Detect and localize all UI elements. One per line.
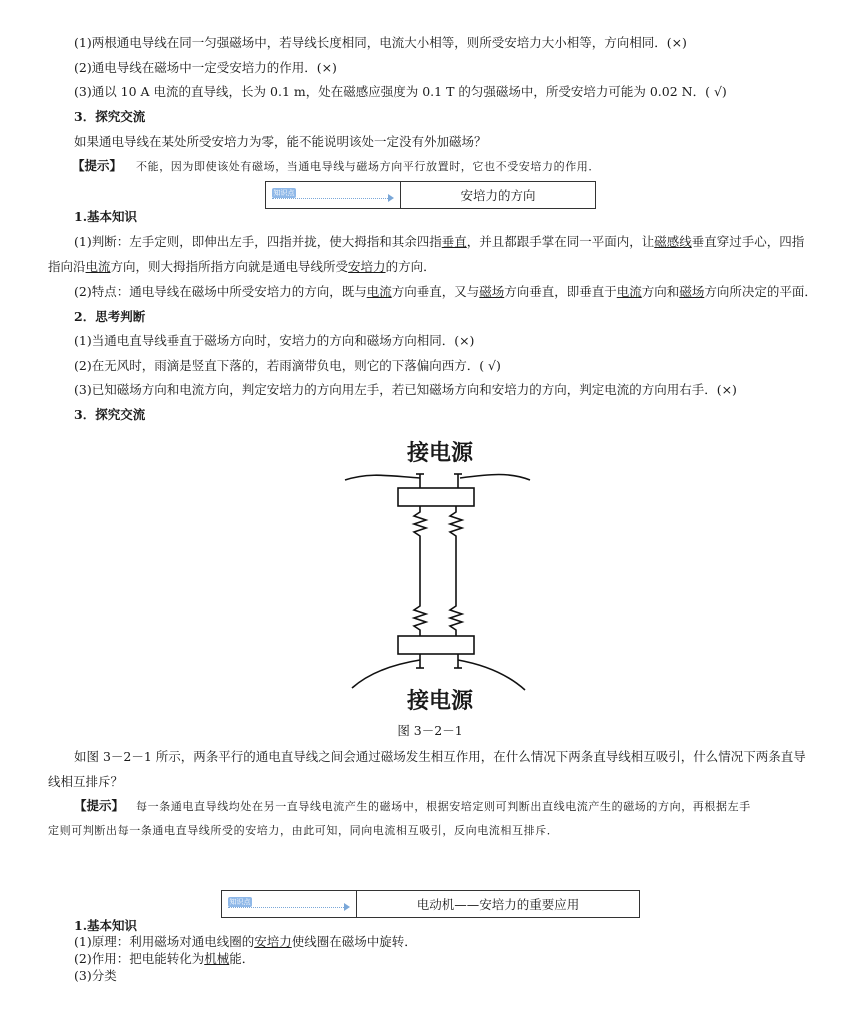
knowledge-point-box-direction: [265, 181, 596, 209]
hint-tag-2: 【提示】: [74, 798, 125, 813]
parallel-wires-diagram: [340, 432, 540, 717]
judgment-line-1: (1)两根通电导线在同一匀强磁场中，若导线长度相同，电流大小相等，则所受安培力大小相等，方向相同．(×): [74, 35, 687, 50]
figure-caption: 图 3－2－1: [397, 723, 463, 738]
basic-knowledge-heading-2: 1.基本知识: [74, 918, 138, 933]
top-right-wire: [460, 475, 530, 481]
hint-tag: 【提示】: [72, 158, 123, 173]
knowledge-point-tag: 知识点: [273, 189, 295, 197]
explore-question: 如果通电导线在某处所受安培力为零，能不能说明该处一定没有外加磁场？: [74, 134, 487, 149]
hint-paragraph-2: [74, 797, 751, 816]
knowledge-point-box-motor: [221, 890, 640, 918]
motor-principle-line: (1)原理：利用磁场对通电线圈的安培力使线圈在磁场中旋转．: [74, 934, 417, 949]
top-left-wire: [345, 475, 420, 480]
bottom-bar: [398, 636, 474, 654]
left-top-spring: [414, 506, 426, 542]
dotted-arrow-line-2: [228, 907, 346, 908]
hint-paragraph: [72, 157, 600, 176]
basic-knowledge-heading: 1.基本知识: [74, 209, 138, 224]
left-hand-rule-line-2: 指向沿电流方向，则大拇指所指方向就是通电导线所受安培力的方向．: [48, 259, 436, 274]
right-bottom-spring: [450, 600, 462, 636]
left-hand-rule-line-1: (1)判断：左手定则，即伸出左手，四指并拢，使大拇指和其余四指垂直，并且都跟手掌在同一平面内，让磁感线垂直穿过手心，四指: [74, 234, 805, 249]
knowledge-point-title-2: 电动机——安培力的重要应用: [416, 897, 580, 912]
knowledge-point-tag-area: [266, 182, 401, 208]
judgment-line-3: (3)通以 10 A 电流的直导线，长为 0.1 m，处在磁感应强度为 0.1 T 的匀强磁场中，所受安培力可能为 0.02 N．( √): [74, 84, 727, 99]
explore-heading-2: 3．探究交流: [74, 407, 146, 422]
judgment-line-2: (2)通电导线在磁场中一定受安培力的作用．(×): [74, 60, 337, 75]
hint-text-2-line-1: 每一条通电直导线均处在另一直导线电流产生的磁场中，根据安培定则可判断出直线电流产生的磁场的方向，再根据左手: [136, 800, 751, 813]
feature-line: (2)特点：通电导线在磁场中所受安培力的方向，既与电流方向垂直，又与磁场方向垂直，即垂直于电流方向和磁场方向所决定的平面．: [74, 284, 817, 299]
figure-bottom-label: 接电源: [406, 689, 473, 714]
motor-classification-line: (3)分类: [74, 968, 117, 983]
think-judge-heading: 2．思考判断: [74, 309, 146, 324]
explore-question-2-line-2: 线相互排斥？: [48, 774, 124, 789]
arrow-icon: [388, 194, 394, 202]
judgment-item-2: (2)在无风时，雨滴是竖直下落的，若雨滴带负电，则它的下落偏向西方．( √): [74, 358, 501, 373]
dotted-arrow-line: [272, 198, 390, 199]
right-top-spring: [450, 506, 462, 542]
explore-question-2-line-1: 如图 3－2－1 所示，两条平行的通电直导线之间会通过磁场发生相互作用，在什么情况下两条直导线相互吸引，什么情况下两条直导: [74, 749, 806, 764]
top-bar: [398, 488, 474, 506]
hint-text-2-line-2: 定则可判断出每一条通电直导线所受的安培力，由此可知，同向电流相互吸引，反向电流相互排斥．: [48, 824, 559, 837]
judgment-item-1: (1)当通电直导线垂直于磁场方向时，安培力的方向和磁场方向相同．(×): [74, 333, 475, 348]
parallel-wires-figure: [340, 432, 540, 717]
motor-function-line: (2)作用：把电能转化为机械能．: [74, 951, 255, 966]
judgment-item-3: (3)已知磁场方向和电流方向，判定安培力的方向用左手，若已知磁场方向和安培力的方向，判定电流的方向用右手．(×): [74, 382, 737, 397]
knowledge-point-tag-2: 知识点: [229, 898, 251, 906]
section-heading-explore: 3．探究交流: [74, 109, 146, 124]
figure-top-label: 接电源: [406, 441, 473, 466]
left-bottom-spring: [414, 600, 426, 636]
arrow-icon-2: [344, 903, 350, 911]
knowledge-point-tag-area-2: [222, 891, 357, 917]
hint-text: 不能，因为即使该处有磁场，当通电导线与磁场方向平行放置时，它也不受安培力的作用．: [136, 160, 600, 173]
knowledge-point-title: 安培力的方向: [460, 188, 536, 203]
